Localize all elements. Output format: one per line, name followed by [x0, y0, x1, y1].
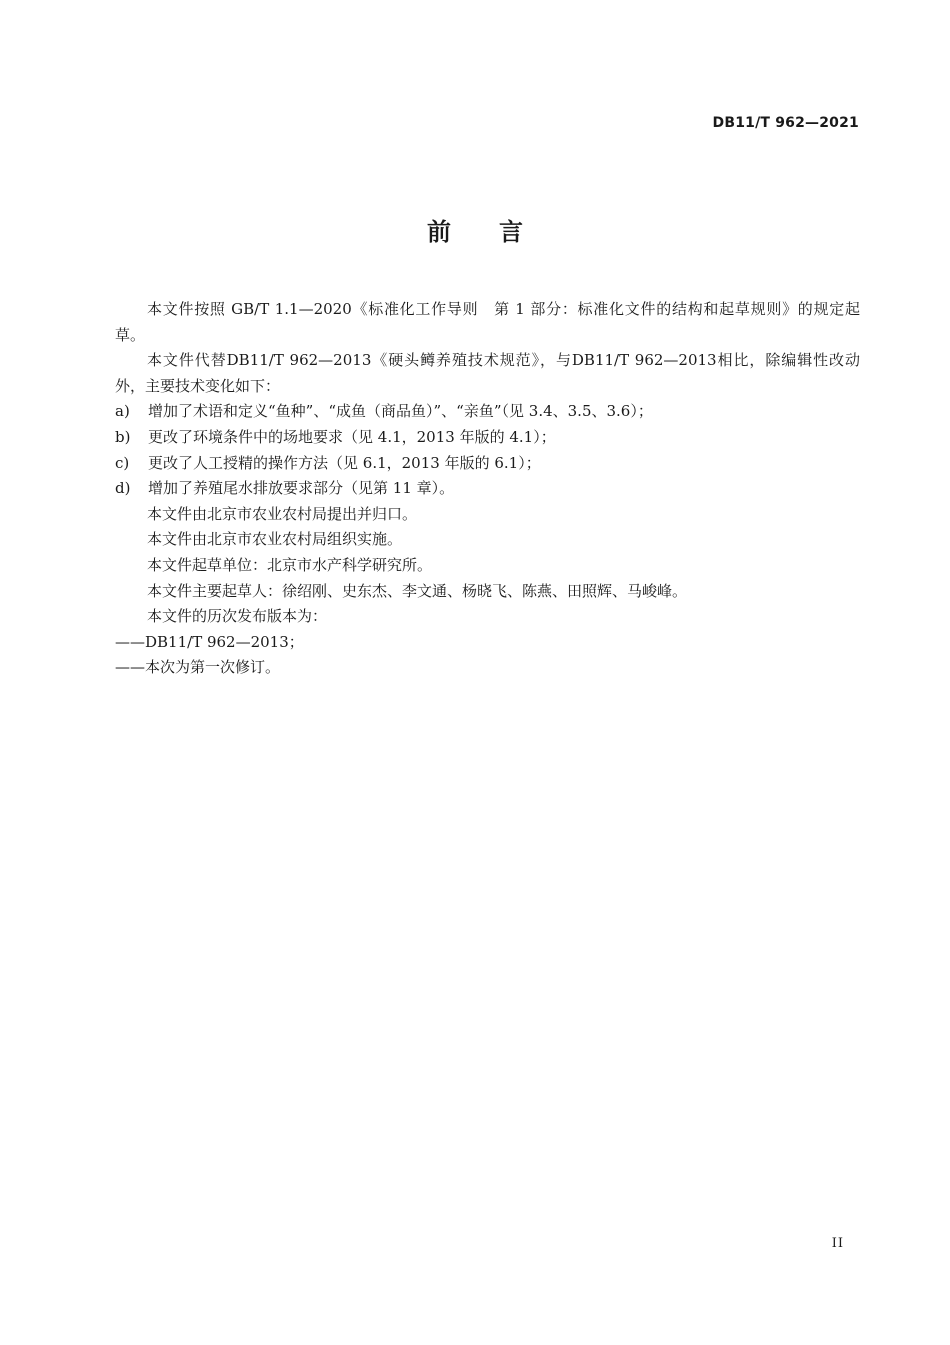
change-item-d [115, 476, 860, 502]
history-item-2013: ——DB11/T 962—2013； [115, 632, 304, 651]
change-text-b: 更改了环境条件中的场地要求（见 4.1，2013 年版的 4.1）； [148, 427, 556, 446]
change-mark-c: c) [115, 453, 130, 472]
statement-proposed-by: 本文件由北京市农业农村局提出并归口。 [147, 504, 418, 523]
change-mark-a: a) [115, 402, 130, 421]
change-text-d: 增加了养殖尾水排放要求部分（见第 11 章）。 [148, 479, 455, 498]
title-char-2: 言 [499, 218, 523, 246]
change-text-a: 增加了术语和定义“鱼种”、“成鱼（商品鱼）”、“亲鱼”（见 3.4、3.5、3.6）； [148, 402, 653, 421]
change-item-c [115, 451, 860, 477]
paragraph-standard-basis: 本文件按照 GB/T 1.1—2020《标准化工作导则 第 1 部分：标准化文件的结构和起草规则》的规定起草。 [115, 300, 860, 344]
statement-drafters: 本文件主要起草人：徐绍刚、史东杰、李文通、杨晓飞、陈燕、田照辉、马峻峰。 [147, 581, 688, 600]
change-item-b [115, 425, 860, 451]
page-title [0, 212, 950, 247]
statement-implemented-by: 本文件由北京市农业农村局组织实施。 [147, 530, 403, 549]
change-text-c: 更改了人工授精的操作方法（见 6.1，2013 年版的 6.1）； [148, 453, 541, 472]
foreword-body [115, 297, 860, 681]
page-number: II [831, 1236, 844, 1251]
change-item-a [115, 399, 860, 425]
paragraph-replacement: 本文件代替DB11/T 962—2013《硬头鳟养殖技术规范》，与DB11/T 962—2013相比，除编辑性改动外，主要技术变化如下： [115, 351, 860, 395]
statement-history-intro: 本文件的历次发布版本为： [147, 607, 328, 626]
statement-drafting-unit: 本文件起草单位：北京市水产科学研究所。 [147, 555, 433, 574]
change-mark-b: b) [115, 427, 131, 446]
history-item-current: ——本次为第一次修订。 [115, 658, 281, 677]
change-mark-d: d) [115, 479, 131, 498]
document-code: DB11/T 962—2021 [712, 115, 859, 131]
title-char-1: 前 [427, 218, 451, 246]
